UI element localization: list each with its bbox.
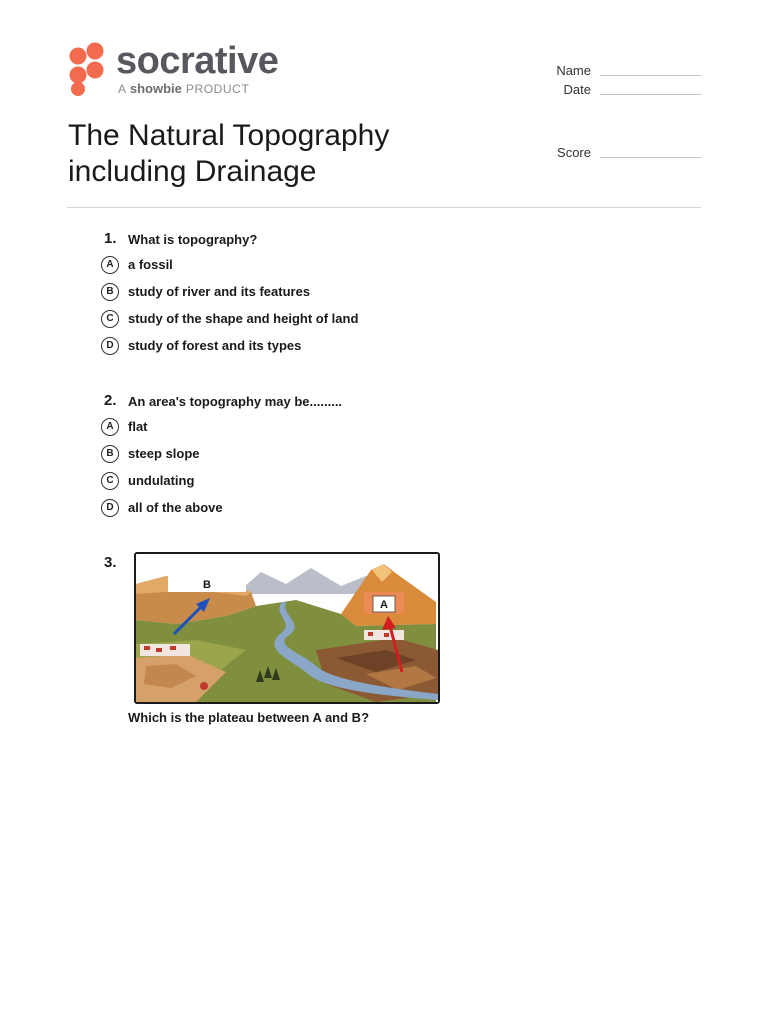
option-letter-badge[interactable]: C bbox=[101, 310, 119, 328]
option-text: steep slope bbox=[128, 446, 200, 461]
brand-tagline: A showbie PRODUCT bbox=[118, 81, 250, 96]
student-fields bbox=[541, 62, 701, 163]
name-field[interactable] bbox=[541, 62, 701, 81]
option-d[interactable] bbox=[100, 497, 660, 524]
brand-name: socrative bbox=[116, 40, 279, 82]
title-line-1: The Natural Topography bbox=[68, 119, 390, 152]
title-line-2: including Drainage bbox=[68, 155, 317, 188]
option-c[interactable] bbox=[100, 308, 660, 335]
figure-label-a: A bbox=[380, 599, 388, 611]
date-field[interactable] bbox=[541, 81, 701, 100]
option-text: flat bbox=[128, 419, 148, 434]
option-letter-badge[interactable]: C bbox=[101, 472, 119, 490]
option-letter-badge[interactable]: B bbox=[101, 445, 119, 463]
question-number: 1. bbox=[104, 230, 117, 247]
option-letter-badge[interactable]: A bbox=[101, 256, 119, 274]
question-number: 3. bbox=[104, 554, 117, 571]
date-line bbox=[600, 94, 701, 95]
name-label: Name bbox=[556, 63, 591, 78]
question-number: 2. bbox=[104, 392, 117, 409]
option-d[interactable] bbox=[100, 335, 660, 362]
question-text: Which is the plateau between A and B? bbox=[128, 710, 370, 725]
socrative-logo bbox=[66, 42, 306, 102]
date-label: Date bbox=[563, 82, 591, 97]
option-letter-badge[interactable]: B bbox=[101, 283, 119, 301]
option-text: study of the shape and height of land bbox=[128, 311, 359, 326]
option-b[interactable] bbox=[100, 443, 660, 470]
page-title bbox=[68, 118, 488, 190]
question-1 bbox=[100, 230, 660, 362]
question-text: An area's topography may be......... bbox=[128, 394, 343, 409]
option-text: a fossil bbox=[128, 257, 173, 272]
score-label: Score bbox=[557, 145, 591, 160]
hexagon-cluster-icon bbox=[66, 42, 110, 98]
name-line bbox=[600, 75, 701, 76]
option-letter-badge[interactable]: D bbox=[101, 499, 119, 517]
question-2 bbox=[100, 392, 660, 524]
score-field[interactable] bbox=[541, 144, 701, 163]
header-divider bbox=[67, 207, 701, 208]
option-text: undulating bbox=[128, 473, 195, 488]
option-text: all of the above bbox=[128, 500, 223, 515]
score-line bbox=[600, 157, 701, 158]
option-a[interactable] bbox=[100, 416, 660, 443]
landscape-illustration bbox=[136, 554, 438, 702]
option-a[interactable] bbox=[100, 254, 660, 281]
landscape-figure bbox=[134, 552, 440, 704]
option-letter-badge[interactable]: D bbox=[101, 337, 119, 355]
option-text: study of forest and its types bbox=[128, 338, 302, 353]
option-c[interactable] bbox=[100, 470, 660, 497]
figure-label-b: B bbox=[203, 579, 211, 591]
option-text: study of river and its features bbox=[128, 284, 311, 299]
option-letter-badge[interactable]: A bbox=[101, 418, 119, 436]
option-b[interactable] bbox=[100, 281, 660, 308]
question-text: What is topography? bbox=[128, 232, 258, 247]
